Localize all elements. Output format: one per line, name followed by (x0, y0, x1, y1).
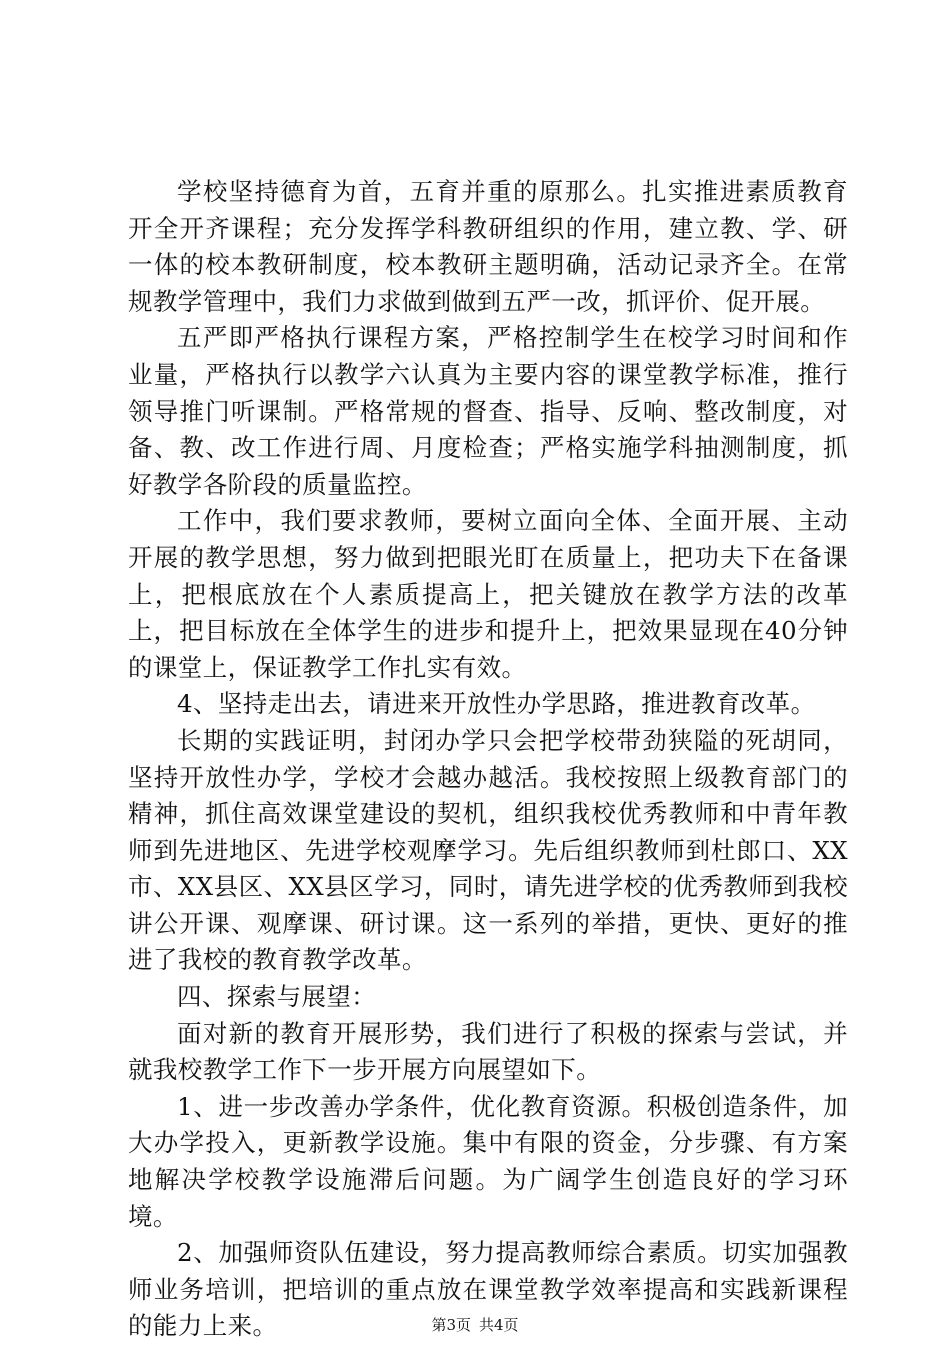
page-footer (0, 1316, 950, 1334)
paragraph: 工作中，我们要求教师，要树立面向全体、全面开展、主动开展的教学思想，努力做到把眼光盯在质量上，把功夫下在备课上，把根底放在个人素质提高上，把关键放在教学方法的改革上，把目标放在全体学生的进步和提升上，把效果显现在40分钟的课堂上，保证教学工作扎实有效。 (128, 506, 848, 682)
page-number: 第3页 (431, 1316, 471, 1334)
page-total: 共4页 (479, 1316, 519, 1334)
paragraph: 4、坚持走出去，请进来开放性办学思路，推进教育改革。 (177, 689, 816, 719)
paragraph: 1、进一步改善办学条件，优化教育资源。积极创造条件，加大办学投入，更新教学设施。集中有限的资金，分步骤、有方案地解决学校教学设施滞后问题。为广阔学生创造良好的学习环境。 (128, 1091, 848, 1231)
paragraph: 五严即严格执行课程方案，严格控制学生在校学习时间和作业量，严格执行以教学六认真为主要内容的课堂教学标准，推行领导推门听课制。严格常规的督查、指导、反响、整改制度，对备、教、改工作进行周、月度检查；严格实施学科抽测制度，抓好教学各阶段的质量监控。 (128, 323, 848, 499)
paragraph: 面对新的教育开展形势，我们进行了积极的探索与尝试，并就我校教学工作下一步开展方向展望如下。 (128, 1018, 848, 1085)
section-heading: 四、探索与展望： (177, 982, 377, 1012)
paragraph: 长期的实践证明，封闭办学只会把学校带劲狭隘的死胡同，坚持开放性办学，学校才会越办越活。我校按照上级教育部门的精神，抓住高效课堂建设的契机，组织我校优秀教师和中青年教师到先进地区、先进学校观摩学习。先后组织教师到杜郎口、XX市、XX县区、XX县区学习，同时，请先进学校的优秀教师到我校讲公开课、观摩课、研讨课。这一系列的举措，更快、更好的推进了我校的教育教学改革。 (128, 725, 848, 975)
paragraph: 2、加强师资队伍建设，努力提高教师综合素质。切实加强教师业务培训，把培训的重点放在课堂教学效率提高和实践新课程的能力上来。 (128, 1238, 848, 1341)
document-body (128, 174, 848, 1345)
paragraph: 学校坚持德育为首，五育并重的原那么。扎实推进素质教育开全开齐课程；充分发挥学科教研组织的作用，建立教、学、研一体的校本教研制度，校本教研主题明确，活动记录齐全。在常规教学管理中，我们力求做到做到五严一改，抓评价、促开展。 (128, 177, 848, 316)
